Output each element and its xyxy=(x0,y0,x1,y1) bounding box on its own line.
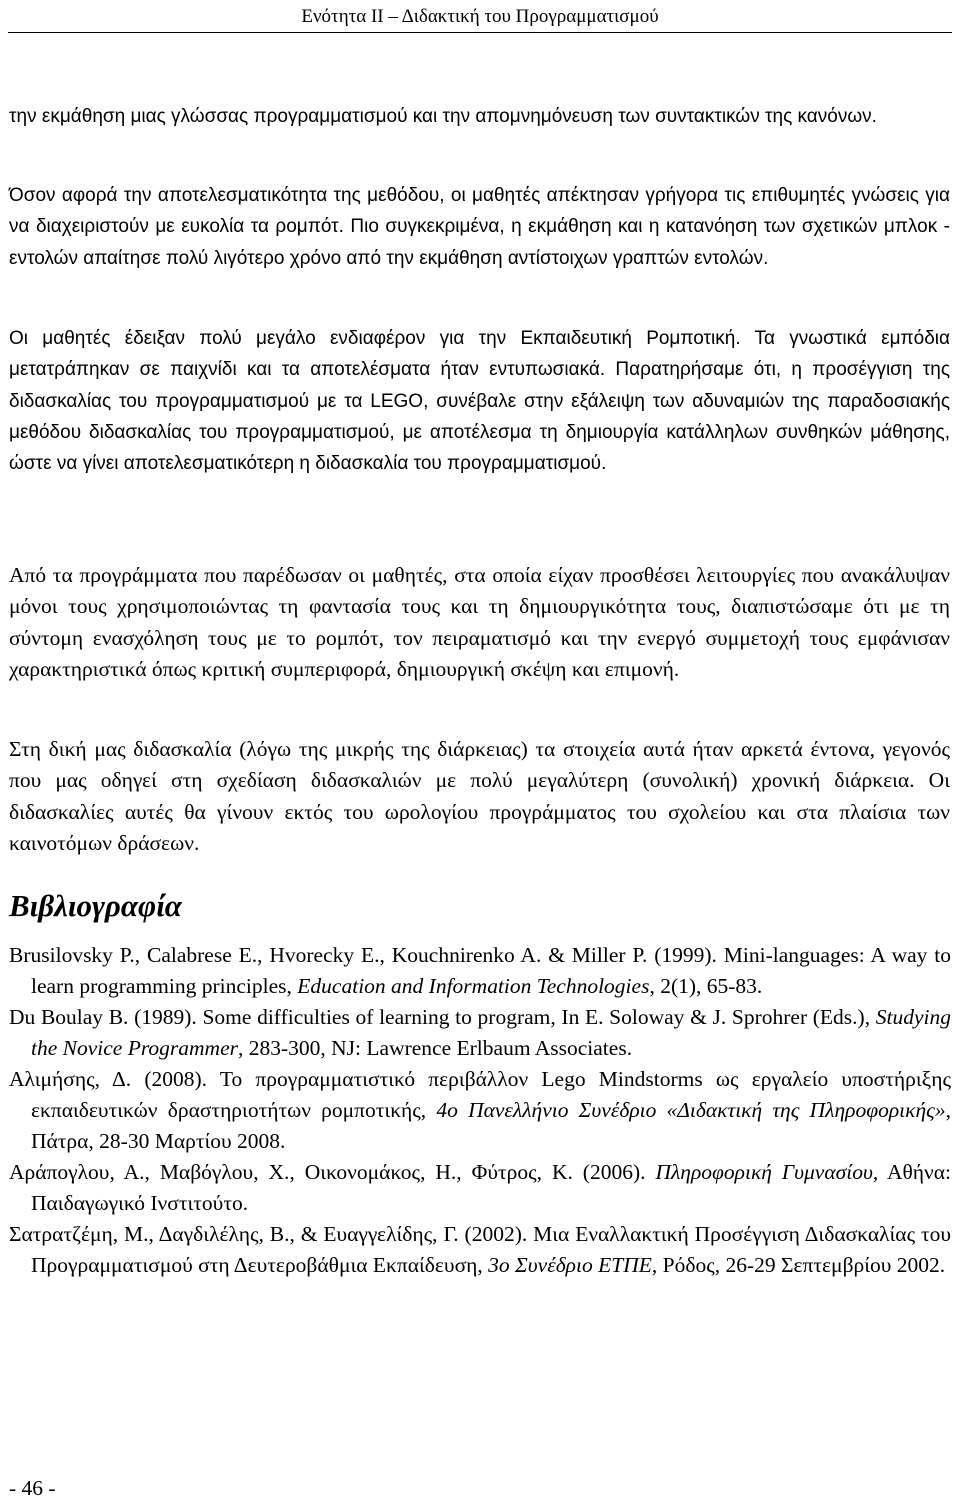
header-divider xyxy=(8,32,952,33)
reference-item xyxy=(9,1002,951,1064)
reference-main: Αλιμήσης, Δ. (2008). Το προγραμματιστικό περιβάλλον Lego Mindstorms ως εργαλείο υποστήριξης εκπαιδευτικών δραστηριοτήτων ρομποτικής, xyxy=(9,1067,951,1122)
reference-tail: , Πάτρα, 28-30 Μαρτίου 2008. xyxy=(31,1098,951,1153)
paragraph-5-block xyxy=(9,734,950,859)
running-header: Ενότητα ΙΙ – Διδακτική του Προγραμματισμού xyxy=(301,6,659,27)
paragraph-5: Στη δική μας διδασκαλία (λόγω της μικρής της διάρκειας) τα στοιχεία αυτά ήταν αρκετά έντονα, γεγονός που μας οδηγεί στη σχεδίαση διδασκαλιών με πολύ μεγαλύτερη (συνολική) χρονική διάρκεια. Οι διδασκαλίες αυτές θα γίνουν εκτός του ωρολογίου προγράμματος του σχολείου και στα πλαίσια των καινοτόμων δράσεων. xyxy=(9,737,950,855)
reference-item xyxy=(9,1157,951,1219)
reference-tail: , Ρόδος, 26-29 Σεπτεμβρίου 2002. xyxy=(651,1253,946,1277)
paragraph-1-block xyxy=(9,101,950,132)
paragraph-3-block xyxy=(9,323,950,479)
reference-main: Du Boulay B. (1989). Some difficulties of learning to program, In E. Soloway & J. Sprohrer (Eds.), xyxy=(9,1005,876,1029)
reference-italic: 3ο Συνέδριο ΕΤΠΕ xyxy=(488,1253,652,1277)
reference-main: Αράπογλου, Α., Μαβόγλου, Χ., Οικονομάκος, Η., Φύτρος, Κ. (2006). xyxy=(9,1160,656,1184)
paragraph-2-block xyxy=(9,180,950,274)
reference-tail: , 283-300, NJ: Lawrence Erlbaum Associates. xyxy=(238,1036,633,1060)
paragraph-2: Όσον αφορά την αποτελεσματικότητα της μεθόδου, οι μαθητές απέκτησαν γρήγορα τις επιθυμητές γνώσεις για να διαχειριστούν με ευκολία τα ρομπότ. Πιο συγκεκριμένα, η εκμάθηση και η κατανόηση των σχετικών μπλοκ - εντολών απαίτησε πολύ λιγότερο χρόνο από την εκμάθηση αντίστοιχων γραπτών εντολών. xyxy=(9,185,950,269)
page-number: - 46 - xyxy=(9,1476,56,1500)
paragraph-4-block xyxy=(9,560,950,685)
reference-item xyxy=(9,1064,951,1157)
paragraph-1: την εκμάθηση μιας γλώσσας προγραμματισμού και την απομνημόνευση των συντακτικών της κανόνων. xyxy=(9,106,877,127)
paragraph-4: Από τα προγράμματα που παρέδωσαν οι μαθητές, στα οποία είχαν προσθέσει λειτουργίες που ανακάλυψαν μόνοι τους χρησιμοποιώντας τη φαντασία τους και τη δημιουργικότητα τους, διαπιστώσαμε ότι με τη σύντομη ενασχόληση τους με το ρομπότ, τον πειραματισμό και την ενεργό συμμετοχή τους εμφάνισαν χαρακτηριστικά όπως κριτική συμπεριφορά, δημιουργική σκέψη και επιμονή. xyxy=(9,563,950,681)
reference-item xyxy=(9,1219,951,1281)
bibliography-heading: Βιβλιογραφία xyxy=(9,888,182,923)
reference-item xyxy=(9,940,951,1002)
reference-italic: 4ο Πανελλήνιο Συνέδριο «Διδακτική της Πληροφορικής» xyxy=(436,1098,946,1122)
reference-main: Σατρατζέμη, Μ., Δαγδιλέλης, Β., & Ευαγγελίδης, Γ. (2002). Μια Εναλλακτική Προσέγγιση Διδασκαλίας του Προγραμματισμού στη Δευτεροβάθμια Εκπαίδευση, xyxy=(9,1222,951,1277)
reference-main: Brusilovsky P., Calabrese E., Hvorecky E., Kouchnirenko A. & Miller P. (1999). Mini-languages: A way to learn programming principles, xyxy=(9,943,951,998)
reference-tail: Αθήνα: Παιδαγωγικό Ινστιτούτο. xyxy=(31,1160,951,1215)
reference-tail: , 2(1), 65-83. xyxy=(649,974,763,998)
reference-italic: Πληροφορική Γυμνασίου, xyxy=(655,1160,879,1184)
reference-italic: Studying the Novice Programmer xyxy=(31,1005,951,1060)
reference-italic: Education and Information Technologies xyxy=(297,974,650,998)
paragraph-3: Οι μαθητές έδειξαν πολύ μεγάλο ενδιαφέρον για την Εκπαιδευτική Ρομποτική. Τα γνωστικά εμπόδια μετατράπηκαν σε παιχνίδι και τα αποτελέσματα ήταν εντυπωσιακά. Παρατηρήσαμε ότι, η προσέγγιση της διδασκαλίας του προγραμματισμού με τα LEGO, συνέβαλε στην εξάλειψη των αδυναμιών της παραδοσιακής μεθόδου διδασκαλίας του προγραμματισμού, με αποτέλεσμα τη δημιουργία κατάλληλων συνθηκών μάθησης, ώστε να γίνει αποτελεσματικότερη η διδασκαλία του προγραμματισμού. xyxy=(9,328,950,475)
bibliography-list xyxy=(9,940,951,1281)
